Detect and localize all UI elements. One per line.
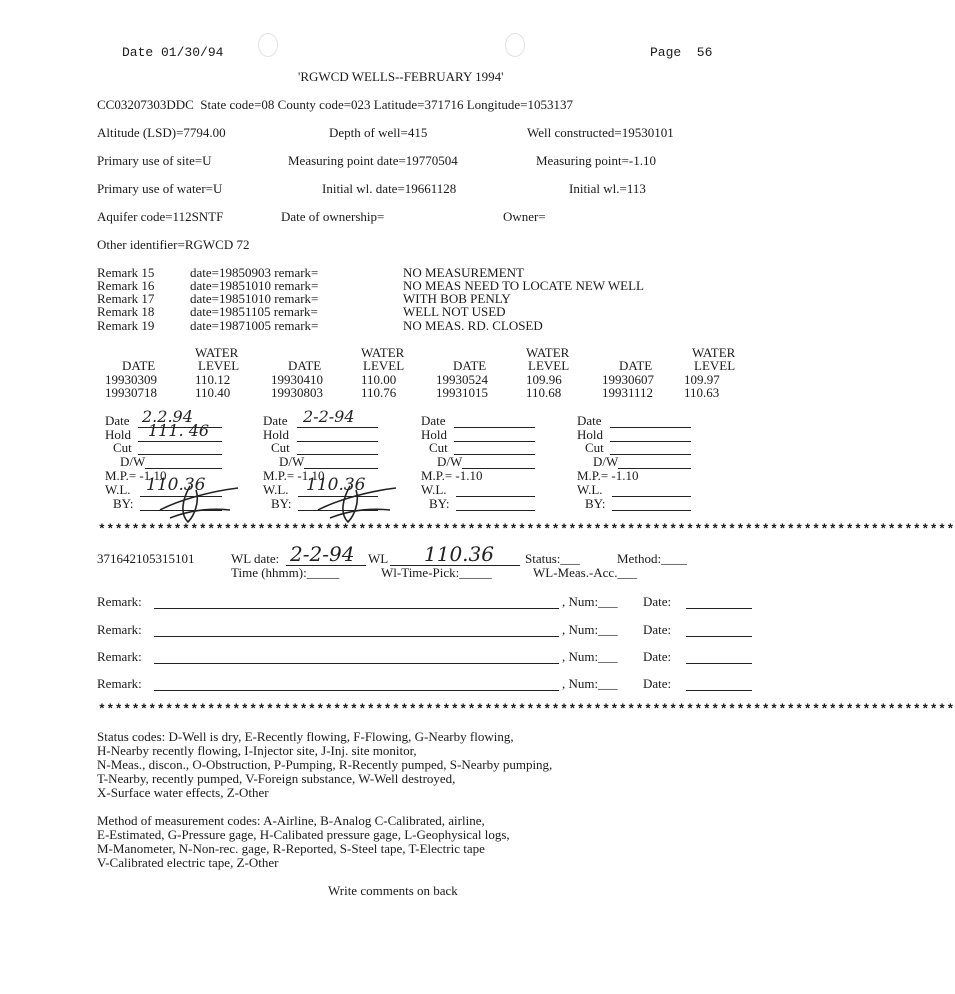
wl-label: WL [368, 551, 389, 566]
status-codes-line: Status codes: D-Well is dry, E-Recently flowing, F-Flowing, G-Nearby flowing, [97, 729, 514, 744]
entry-dw-field[interactable] [462, 454, 535, 469]
entry-hold-label: Hold [421, 427, 447, 442]
remark-row-date-label: Date: [643, 594, 672, 609]
entry-wl-label: W.L. [105, 482, 131, 497]
entry-wl-hand: 110.36 [146, 475, 206, 495]
remark-row-label: Remark: [97, 649, 142, 664]
remark-date: date=19851010 remark= [190, 278, 319, 293]
entry-cut-field[interactable] [454, 440, 535, 455]
remark-text: NO MEASUREMENT [403, 265, 524, 280]
footer-note: Write comments on back [328, 883, 458, 898]
entry-hold-label: Hold [105, 427, 131, 442]
level-value: 110.40 [195, 385, 231, 400]
entry-wl-field[interactable] [456, 482, 535, 497]
page-number: Page 56 [650, 45, 713, 60]
level-date: 19930718 [105, 385, 157, 400]
entry-dw-field[interactable] [145, 454, 222, 469]
remark-row-num[interactable]: , Num:___ [562, 594, 618, 609]
hdr-level: LEVEL [198, 358, 240, 373]
entry-cut-label: Cut [271, 440, 290, 455]
entry-wl-hand: 110.36 [306, 475, 366, 495]
entry-hold-hand: 111. 46 [148, 421, 210, 440]
level-value: 109.96 [526, 372, 562, 387]
level-date: 19930803 [271, 385, 323, 400]
time-pick-field[interactable]: Wl-Time-Pick:_____ [381, 565, 492, 580]
hdr-date: DATE [619, 358, 653, 373]
level-value: 110.68 [526, 385, 562, 400]
time-field[interactable]: Time (hhmm):_____ [231, 565, 340, 580]
status-codes-line: X-Surface water effects, Z-Other [97, 785, 269, 800]
altitude: Altitude (LSD)=7794.00 [97, 125, 226, 140]
signature-1 [150, 480, 245, 525]
separator-stars: ****************************************************************************************************** [98, 522, 955, 537]
entry-dw-label: D/W [279, 454, 305, 469]
entry-by-label: BY: [429, 496, 450, 511]
entry-wl-label: W.L. [577, 482, 603, 497]
level-date: 19930524 [436, 372, 488, 387]
remark-label: Remark 17 [97, 291, 155, 306]
status-field[interactable]: Status:___ [525, 551, 580, 566]
remark-date: date=19871005 remark= [190, 318, 319, 333]
level-value: 110.12 [195, 372, 231, 387]
entry-date-label: Date [421, 413, 446, 428]
entry-cut-label: Cut [429, 440, 448, 455]
remark-text: WITH BOB PENLY [403, 291, 511, 306]
remark-text: NO MEAS NEED TO LOCATE NEW WELL [403, 278, 644, 293]
entry-hold-label: Hold [263, 427, 289, 442]
measuring-point-date: Measuring point date=19770504 [288, 153, 458, 168]
hdr-date: DATE [288, 358, 322, 373]
remark-row-date-label: Date: [643, 622, 672, 637]
initial-wl: Initial wl.=113 [569, 181, 646, 196]
entry-date-field[interactable] [610, 413, 691, 428]
remark-row-label: Remark: [97, 676, 142, 691]
entry-dw-field[interactable] [304, 454, 378, 469]
remark-row-date-field[interactable] [686, 594, 752, 609]
entry-dw-label: D/W [437, 454, 463, 469]
entry-mp: M.P.= -1.10 [421, 468, 483, 483]
entry-wl-label: W.L. [421, 482, 447, 497]
remark-row-date-field[interactable] [686, 649, 752, 664]
entry-cut-field[interactable] [610, 440, 691, 455]
level-value: 110.63 [684, 385, 720, 400]
method-field[interactable]: Method:____ [617, 551, 688, 566]
depth-of-well: Depth of well=415 [329, 125, 428, 140]
entry-date-field[interactable] [454, 413, 535, 428]
remark-row-date-field[interactable] [686, 676, 752, 691]
remark-row-date-field[interactable] [686, 622, 752, 637]
remark-label: Remark 15 [97, 265, 155, 280]
entry-wl-field[interactable] [612, 482, 691, 497]
entry-mp: M.P.= -1.10 [263, 468, 325, 483]
entry-mp: M.P.= -1.10 [105, 468, 167, 483]
method-codes-line: E-Estimated, G-Pressure gage, H-Calibated pressure gage, L-Geophysical logs, [97, 827, 510, 842]
entry-by-field[interactable] [456, 496, 535, 511]
remark-row-date-label: Date: [643, 649, 672, 664]
entry-cut-label: Cut [113, 440, 132, 455]
entry-mp: M.P.= -1.10 [577, 468, 639, 483]
aquifer-code: Aquifer code=112SNTF [97, 209, 224, 224]
punch-hole-right [505, 33, 525, 57]
remark-row-field[interactable] [154, 649, 559, 664]
entry-date-hand: 2-2-94 [303, 407, 355, 426]
remark-row-label: Remark: [97, 594, 142, 609]
remark-row-field[interactable] [154, 594, 559, 609]
remark-row-label: Remark: [97, 622, 142, 637]
report-date: Date 01/30/94 [122, 45, 224, 60]
level-date: 19930410 [271, 372, 323, 387]
remark-text: WELL NOT USED [403, 304, 506, 319]
separator-stars-2: ****************************************************************************************************** [98, 702, 955, 717]
method-codes-line: Method of measurement codes: A-Airline, B-Analog C-Calibrated, airline, [97, 813, 485, 828]
hdr-water: WATER [526, 345, 570, 360]
level-date: 19930607 [602, 372, 654, 387]
site-line-1: CC03207303DDC State code=08 County code=023 Latitude=371716 Longitude=1053137 [97, 97, 573, 112]
entry-by-label: BY: [585, 496, 606, 511]
punch-hole-left [258, 33, 278, 57]
wl-date-hand: 2-2-94 [290, 542, 355, 566]
status-codes-line: T-Nearby, recently pumped, V-Foreign substance, W-Well destroyed, [97, 771, 456, 786]
hdr-level: LEVEL [363, 358, 405, 373]
method-codes-line: M-Manometer, N-Non-rec. gage, R-Reported, S-Steel tape, T-Electric tape [97, 841, 485, 856]
status-codes-line: H-Nearby recently flowing, I-Injector site, J-Inj. site monitor, [97, 743, 417, 758]
remark-row-date-label: Date: [643, 676, 672, 691]
remark-date: date=19851105 remark= [190, 304, 318, 319]
remark-date: date=19850903 remark= [190, 265, 319, 280]
primary-use-water: Primary use of water=U [97, 181, 223, 196]
wl-hand: 110.36 [424, 542, 494, 566]
level-date: 19930309 [105, 372, 157, 387]
level-date: 19931015 [436, 385, 488, 400]
entry-by-label: BY: [271, 496, 292, 511]
entry-by-field[interactable] [612, 496, 691, 511]
hdr-date: DATE [122, 358, 156, 373]
report-title: 'RGWCD WELLS--FEBRUARY 1994' [298, 69, 504, 84]
entry-date-label: Date [105, 413, 130, 428]
level-value: 109.97 [684, 372, 720, 387]
remark-row-num[interactable]: , Num:___ [562, 649, 618, 664]
site-id: 371642105315101 [97, 551, 195, 566]
entry-date-hand: 2.2.94 [142, 407, 193, 426]
meas-acc-field[interactable]: WL-Meas.-Acc.___ [533, 565, 637, 580]
level-value: 110.00 [361, 372, 397, 387]
entry-date-label: Date [577, 413, 602, 428]
remark-row-field[interactable] [154, 622, 559, 637]
remark-text: NO MEAS. RD. CLOSED [403, 318, 543, 333]
entry-dw-label: D/W [593, 454, 619, 469]
hdr-level: LEVEL [694, 358, 736, 373]
remark-row-num[interactable]: , Num:___ [562, 622, 618, 637]
remark-label: Remark 18 [97, 304, 155, 319]
well-constructed: Well constructed=19530101 [527, 125, 674, 140]
level-date: 19931112 [602, 385, 654, 400]
hdr-date: DATE [453, 358, 487, 373]
remark-label: Remark 16 [97, 278, 155, 293]
status-codes-line: N-Meas., discon., O-Obstruction, P-Pumping, R-Recently pumped, S-Nearby pumping, [97, 757, 553, 772]
owner: Owner= [503, 209, 546, 224]
level-value: 110.76 [361, 385, 397, 400]
method-codes-line: V-Calibrated electric tape, Z-Other [97, 855, 279, 870]
initial-wl-date: Initial wl. date=19661128 [322, 181, 457, 196]
entry-cut-field[interactable] [138, 440, 222, 455]
primary-use-site: Primary use of site=U [97, 153, 212, 168]
other-identifier: Other identifier=RGWCD 72 [97, 237, 250, 252]
hdr-level: LEVEL [528, 358, 570, 373]
hdr-water: WATER [195, 345, 239, 360]
remark-date: date=19851010 remark= [190, 291, 319, 306]
remark-row-field[interactable] [154, 676, 559, 691]
date-of-ownership: Date of ownership= [281, 209, 385, 224]
entry-cut-field[interactable] [297, 440, 378, 455]
remark-row-num[interactable]: , Num:___ [562, 676, 618, 691]
hdr-water: WATER [361, 345, 405, 360]
entry-by-label: BY: [113, 496, 134, 511]
entry-wl-label: W.L. [263, 482, 289, 497]
signature-2 [308, 480, 403, 525]
entry-dw-field[interactable] [618, 454, 691, 469]
wl-date-label: WL date: [231, 551, 280, 566]
hdr-water: WATER [692, 345, 736, 360]
entry-dw-label: D/W [120, 454, 146, 469]
remark-label: Remark 19 [97, 318, 155, 333]
entry-hold-label: Hold [577, 427, 603, 442]
entry-cut-label: Cut [585, 440, 604, 455]
measuring-point: Measuring point=-1.10 [536, 153, 656, 168]
entry-date-label: Date [263, 413, 288, 428]
